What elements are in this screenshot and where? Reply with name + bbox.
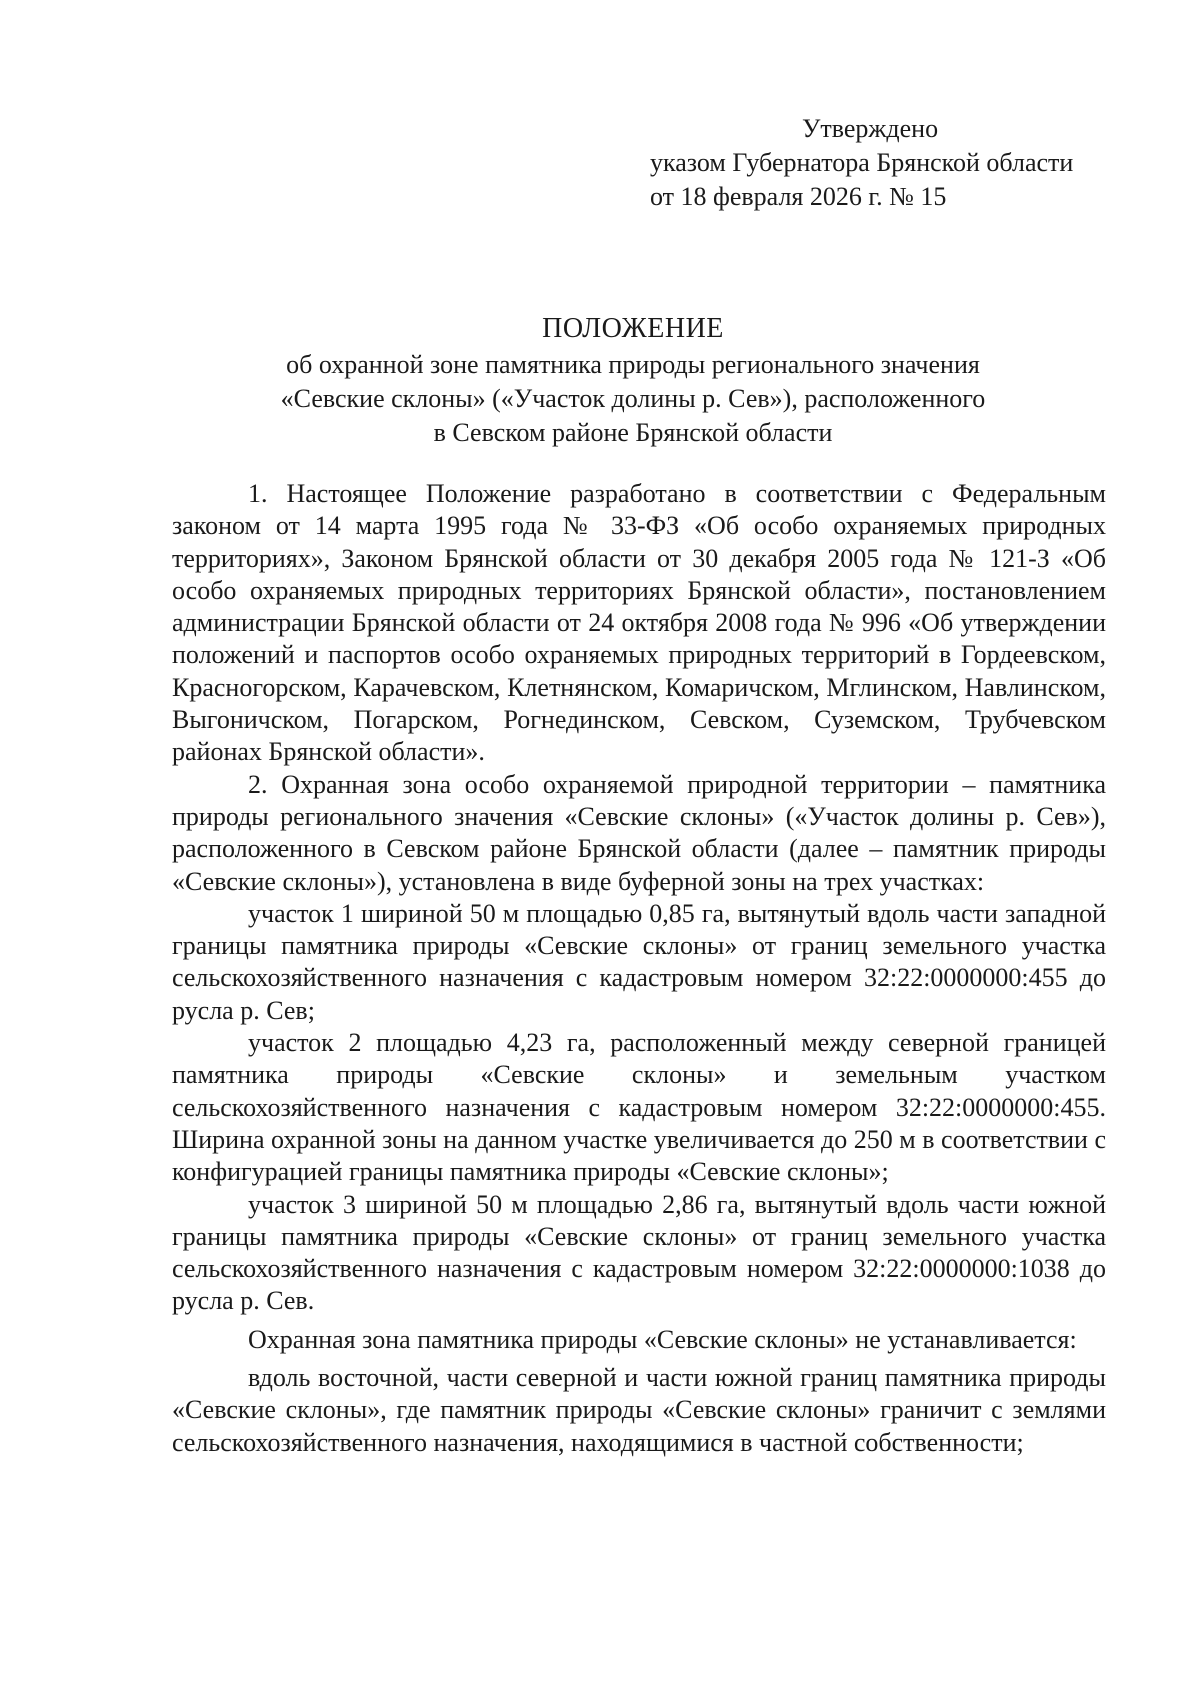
approval-line-decree: указом Губернатора Брянской области <box>650 148 1074 177</box>
approval-line-approved: Утверждено <box>802 114 939 143</box>
paragraph-plot-3: участок 3 шириной 50 м площадью 2,86 га, вытянутый вдоль части южной границы памятника природы «Севские склоны» от границ земельного участка сельскохозяйственного назначения с кадастровым номером 32:22:0000000:1038 до русла р. Сев. <box>172 1189 1106 1316</box>
paragraph-buffer-zone: 2. Охранная зона особо охраняемой природной территории – памятника природы регионального значения «Севские склоны» («Участок долины р. Сев»), расположенного в Севском районе Брянской области (далее – памятник природы «Севские склоны»), установлена в виде буферной зоны на трех участках: <box>172 769 1106 896</box>
subtitle-line: «Севские склоны» («Участок долины р. Сев»), расположенного <box>280 384 986 413</box>
approval-line-date-number: от 18 февраля 2026 г. № 15 <box>650 182 947 211</box>
subtitle-line: в Севском районе Брянской области <box>433 418 833 447</box>
paragraph-not-established: Охранная зона памятника природы «Севские склоны» не устанавливается: <box>248 1324 1077 1354</box>
paragraph-plot-2: участок 2 площадью 4,23 га, расположенный между северной границей памятника природы «Севские склоны» и земельным участком сельскохозяйственного назначения с кадастровым номером 32:22:0000000:455. Ширина охранной зоны на данном участке увеличивается до 250 м в соответствии с конфигурацией границы памятника природы «Севские склоны»; <box>172 1028 1106 1187</box>
paragraph-legal-basis: 1. Настоящее Положение разработано в соответствии с Федеральным законом от 14 марта 1995 года № 33-ФЗ «Об особо охраняемых природных территориях», Законом Брянской области от 30 декабря 2005 года № 121-З «Об особо охраняемых природных территориях Брянской области», постановлением администрации Брянской области от 24 октября 2008 года № 996 «Об утверждении положений и паспортов особо охраняемых природных территорий в Гордеевском, Красногорском, Карачевском, Клетнянском, Комаричском, Мглинском, Навлинском, Выгоничском, Погарском, Рогнединском, Севском, Суземском, Трубчевском районах Брянской области». <box>172 479 1106 767</box>
document-body <box>172 478 1106 1459</box>
approval-stamp <box>650 112 1073 214</box>
paragraph-east-border: вдоль восточной, части северной и части южной границ памятника природы «Севские склоны», где памятник природы «Севские склоны» граничит с землями сельскохозяйственного назначения, находящимися в частной собственности; <box>172 1363 1106 1457</box>
paragraph-plot-1: участок 1 шириной 50 м площадью 0,85 га, вытянутый вдоль части западной границы памятника природы «Севские склоны» от границ земельного участка сельскохозяйственного назначения с кадастровым номером 32:22:0000000:455 до русла р. Сев; <box>172 898 1106 1025</box>
document-subtitle <box>160 348 1106 450</box>
document-title-block <box>160 312 1106 450</box>
document-title: ПОЛОЖЕНИЕ <box>542 313 724 344</box>
subtitle-line: об охранной зоне памятника природы регионального значения <box>286 350 980 379</box>
